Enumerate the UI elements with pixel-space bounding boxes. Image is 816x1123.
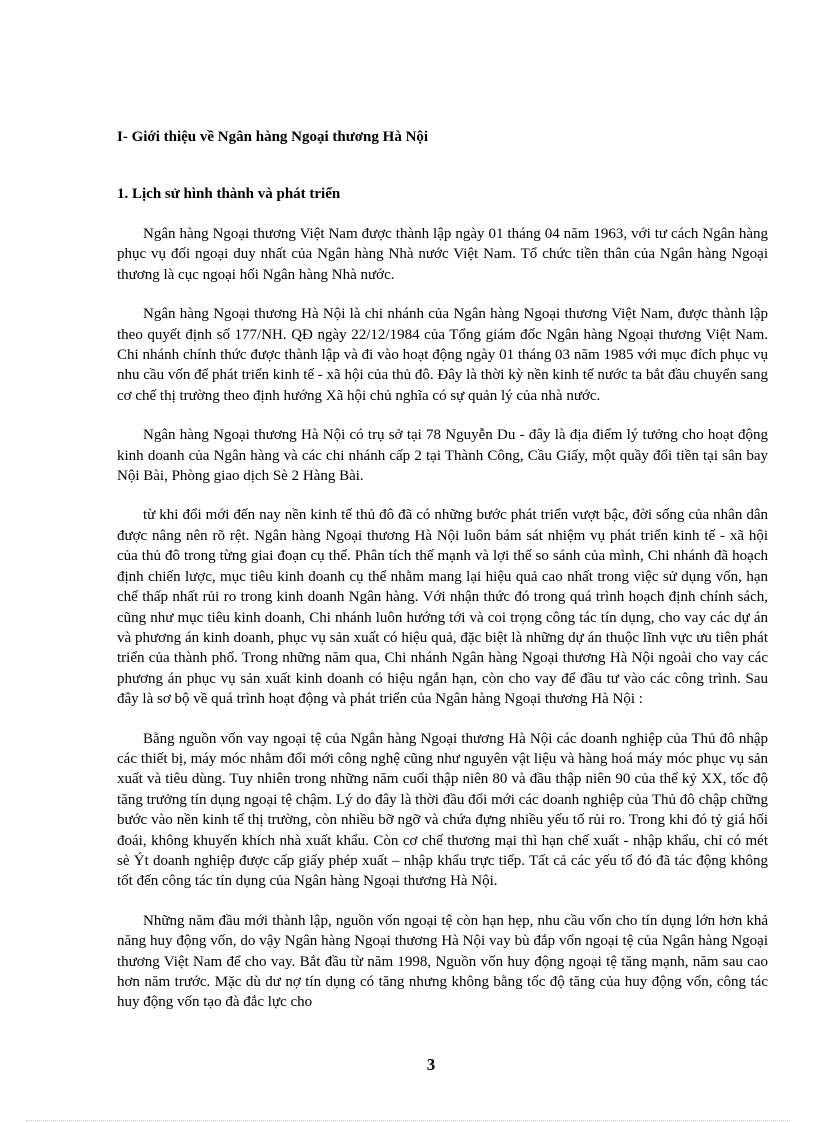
paragraph-development-strategy: từ khi đổi mới đến nay nền kinh tế thủ đô đã có những bước phát triển vượt bậc, đời sống của nhân dân được nâng nên rõ rệt. Ngân hàng Ngoại thương Hà Nội luôn bám sát nhiệm vụ phát triển kinh tế - xã hội của thủ đô trong từng giai đoạn cụ thể. Phân tích thế mạnh và lợi thế so sánh của mình, Chi nhánh đã hoạch định chiến lược, mục tiêu kinh doanh cụ thể nhằm mang lại hiệu quả cao nhất trong việc sử dụng vốn, hạn chế thấp nhất rủi ro trong kinh doanh Ngân hàng. Với nhận thức đó trong quá trình hoạch định chính sách, cũng như mục tiêu kinh doanh, Chi nhánh luôn hướng tới và coi trọng công tác tín dụng, cho vay các dự án và phương án kinh doanh, phục vụ sản xuất có hiệu quả, đặc biệt là những dự án thuộc lĩnh vực ưu tiên phát triển của thành phố. Trong những năm qua, Chi nhánh Ngân hàng Ngoại thương Hà Nội ngoài cho vay các phương án phục vụ sản xuất kinh doanh có hiệu ngắn hạn, còn cho vay để đầu tư vào các công trình. Sau đây là sơ bộ về quá trình hoạt động và phát triển của Ngân hàng Ngoại thương Hà Nội : bbox=[117, 507, 768, 708]
footer-divider bbox=[26, 1120, 790, 1121]
subsection-title: 1. Lịch sử hình thành và phát triển bbox=[117, 186, 341, 202]
section-title: I- Giới thiệu về Ngân hàng Ngoại thương Hà Nội bbox=[117, 129, 429, 145]
document-body bbox=[117, 128, 768, 1013]
paragraph-headquarters: Ngân hàng Ngoại thương Hà Nội có trụ sở tại 78 Nguyễn Du - đây là địa điểm lý tưởng cho hoạt động kinh doanh của Ngân hàng và các chi nhánh cấp 2 tại Thành Công, Cầu Giấy, một quầy đổi tiền tại sân bay Nội Bài, Phòng giao dịch Sè 2 Hàng Bài. bbox=[117, 427, 768, 485]
page-number: 3 bbox=[426, 1055, 436, 1074]
paragraph-foreign-currency-loans: Bằng nguồn vốn vay ngoại tệ của Ngân hàng Ngoại thương Hà Nội các doanh nghiệp của Thủ đô nhập các thiết bị, máy móc nhằm đổi mới công nghệ cũng như nguyên vật liệu và hàng hoá máy móc phục vụ sản xuất và tiêu dùng. Tuy nhiên trong những năm cuối thập niên 80 và đầu thập niên 90 của thế kỷ XX, tốc độ tăng trưởng tín dụng ngoại tệ chậm. Lý do đây là thời đầu đổi mới các doanh nghiệp của Thủ đô chập chững bước vào nền kinh tế thị trường, còn nhiều bỡ ngỡ và chứa đựng nhiều yếu tố rủi ro. Trong khi đó tỷ giá hối đoái, không khuyến khích nhà xuất khẩu. Còn cơ chế thương mại thì hạn chế xuất - nhập khẩu, chỉ có mét sè Ýt doanh nghiệp được cấp giấy phép xuất – nhập khẩu trực tiếp. Tất cả các yếu tố đó đã tác động không tốt đến công tác tín dụng của Ngân hàng Ngoại thương Hà Nội. bbox=[117, 730, 768, 890]
paragraph-history-founding: Ngân hàng Ngoại thương Việt Nam được thành lập ngày 01 tháng 04 năm 1963, với tư cách Ngân hàng phục vụ đối ngoại duy nhất của Ngân hàng Nhà nước Việt Nam. Tổ chức tiền thân của Ngân hàng Ngoại thương là cục ngoại hối Ngân hàng Nhà nước. bbox=[117, 226, 768, 283]
paragraph-branch-establishment: Ngân hàng Ngoại thương Hà Nội là chi nhánh của Ngân hàng Ngoại thương Việt Nam, được thành lập theo quyết định số 177/NH. QĐ ngày 22/12/1984 của Tổng giám đốc Ngân hàng Ngoại thương Việt Nam. Chi nhánh chính thức được thành lập và đi vào hoạt động ngày 01 tháng 03 năm 1985 với mục đích phục vụ nhu cầu vốn để phát triển kinh tế - xã hội của thủ đô. Đây là thời kỳ nền kinh tế nước ta bắt đầu chuyển sang cơ chế thị trường theo định hướng Xã hội chủ nghĩa có sự quản lý của nhà nước. bbox=[117, 306, 768, 404]
paragraph-capital-mobilization: Những năm đầu mới thành lập, nguồn vốn ngoại tệ còn hạn hẹp, nhu cầu vốn cho tín dụng lớn hơn khả năng huy động vốn, do vậy Ngân hàng Ngoại thương Hà Nội vay bù đắp vốn ngoại tệ của Ngân hàng Ngoại thương Việt Nam để cho vay. Bắt đầu từ năm 1998, Nguồn vốn huy động ngoại tệ tăng mạnh, năm sau cao hơn năm trước. Mặc dù dư nợ tín dụng có tăng nhưng không bằng tốc độ tăng của huy động vốn, công tác huy động vốn tạo đà đắc lực cho bbox=[117, 912, 768, 1011]
